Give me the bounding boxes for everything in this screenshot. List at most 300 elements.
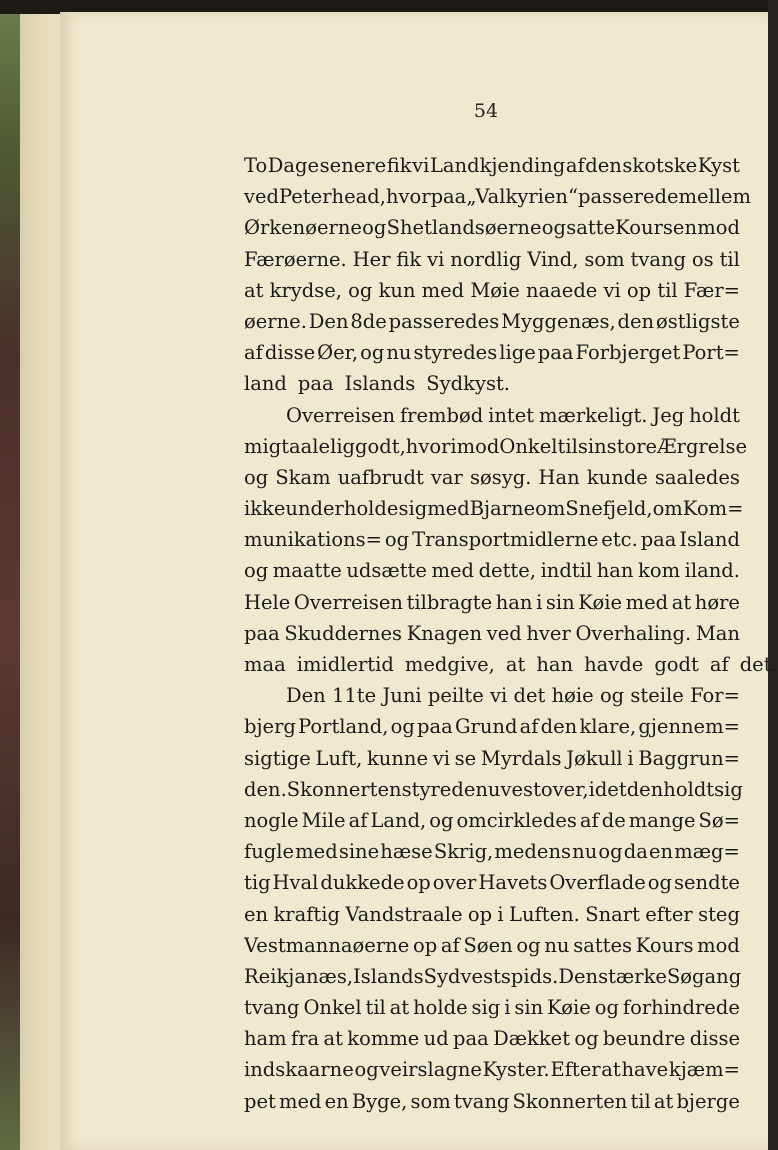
word: Søgang (666, 964, 742, 988)
word: til (365, 996, 386, 1020)
word: nu (475, 777, 501, 801)
word: Dage (267, 154, 320, 177)
word: af (440, 933, 460, 957)
word: klare, (579, 715, 637, 739)
word: tig (244, 871, 271, 895)
word: paa (453, 1027, 489, 1051)
word: steile (630, 684, 684, 708)
word: frembød (399, 403, 484, 427)
word: kjæm= (668, 1058, 740, 1082)
word: mig (244, 434, 282, 458)
word: mange (628, 808, 696, 832)
word: at (244, 278, 264, 302)
word: Myggenæs, (501, 309, 616, 333)
word: han (536, 653, 574, 676)
word: af (348, 808, 368, 832)
word: at (671, 590, 692, 614)
word: mod (697, 216, 740, 240)
word: til (719, 247, 740, 271)
word: land (244, 372, 287, 396)
word: sig (714, 777, 743, 801)
text-line (244, 306, 740, 337)
text-line (244, 181, 752, 212)
word: uafbrudt (337, 465, 424, 489)
word: fik (386, 154, 412, 177)
word: komme (347, 1027, 420, 1051)
word: hvorimod (405, 434, 500, 458)
word: Køie (578, 590, 623, 614)
word: Myrdals (480, 746, 562, 770)
word: Portland, (298, 715, 389, 739)
word: Ærgrelse (657, 434, 748, 458)
word: Vandstraale (345, 902, 463, 926)
word: og (647, 871, 673, 895)
word: Møie (470, 278, 520, 302)
word: og (384, 528, 410, 552)
word: senere (319, 154, 387, 177)
word: maatte (272, 559, 342, 583)
word: af (579, 808, 599, 832)
word: satte (566, 216, 616, 240)
word: og (348, 278, 373, 302)
word: ikke (244, 497, 286, 521)
word: Knagen (406, 621, 483, 645)
word: om (652, 497, 683, 521)
word: vi (427, 247, 445, 271)
word: Peterhead, (279, 185, 386, 209)
word: Kyst (697, 154, 740, 177)
word: munikations= (244, 528, 383, 552)
word: af (519, 715, 539, 739)
word: nu (544, 933, 570, 957)
word: Jeg (652, 403, 685, 427)
word: Port= (682, 341, 740, 365)
text-line (244, 930, 740, 961)
word: Ørkenøerne (244, 216, 362, 240)
word: om (535, 497, 566, 521)
word: øerne. (244, 309, 307, 333)
word: For= (690, 684, 740, 708)
word: Den (286, 684, 326, 708)
word: Kom= (682, 497, 744, 521)
word: passeredes (388, 309, 500, 333)
word: sig (398, 497, 428, 521)
word: med (427, 497, 470, 521)
word: Havets (478, 871, 548, 895)
word: Islands (344, 372, 416, 396)
word: ved (486, 621, 522, 645)
word: den. (244, 777, 287, 801)
word: Fær= (683, 278, 740, 302)
word: den (626, 777, 664, 801)
word: Hval (272, 871, 319, 895)
word: fik (396, 247, 422, 271)
word: paa (640, 528, 677, 552)
word: vi (412, 154, 430, 177)
word: Luft, (315, 746, 363, 770)
word: Vind, (527, 247, 579, 271)
word: Skonnerten (512, 1089, 628, 1113)
word: Island (679, 528, 740, 552)
word: iland. (684, 559, 740, 583)
word: Mile (301, 808, 346, 832)
word: Sø= (698, 808, 740, 832)
word: var (430, 465, 463, 489)
word: Land, (370, 808, 427, 832)
word: Onkel (303, 996, 362, 1020)
word: og (599, 684, 625, 708)
word: forhindrede (622, 996, 740, 1020)
word: den (617, 309, 655, 333)
word: skotske (622, 154, 698, 177)
word: etc. (601, 528, 638, 552)
word: Shetlandsøerne (386, 216, 542, 240)
word: hæse (380, 840, 433, 864)
word: og (516, 933, 541, 957)
word: underholde (285, 497, 399, 521)
word: og (244, 559, 269, 583)
word: paa (244, 621, 280, 645)
word: have (621, 1058, 669, 1082)
word: vestover, (500, 777, 589, 801)
word: nu (572, 840, 598, 864)
text-line (244, 992, 740, 1023)
text-line (244, 743, 740, 774)
word: passerede (577, 185, 679, 209)
word: sendte (673, 871, 740, 895)
word: sine (338, 840, 380, 864)
word: fra (291, 1027, 320, 1051)
text-line (244, 400, 740, 431)
word: sigtige (244, 746, 311, 770)
word: han (596, 559, 634, 583)
word: at (601, 1058, 621, 1082)
word: Skrig, (433, 840, 494, 864)
word: Snart (585, 902, 640, 926)
word: op (467, 902, 493, 926)
word: bjerg (244, 715, 296, 739)
word: Islands (353, 964, 424, 988)
word: styrede (401, 777, 476, 801)
word: kraftig (273, 902, 340, 926)
word: Efter (550, 1058, 601, 1082)
word: Her (352, 247, 391, 271)
word: søsyg. (469, 465, 532, 489)
word: 11te (331, 684, 377, 708)
word: Han (538, 465, 580, 489)
word: Koursen (615, 216, 698, 240)
book-spine (0, 14, 20, 1150)
word: dette, (478, 559, 536, 583)
word: gjennem= (638, 715, 740, 739)
word: omcirkledes (456, 808, 577, 832)
text-line (244, 836, 740, 867)
text-line (244, 1086, 740, 1117)
text-line (244, 1023, 740, 1054)
word: krydse, (269, 278, 343, 302)
word: sig (471, 996, 501, 1020)
text-line (244, 805, 740, 836)
word: se (454, 746, 477, 770)
word: vi (432, 746, 450, 770)
word: med (421, 278, 465, 302)
word: peilte (427, 684, 484, 708)
word: høre (694, 590, 740, 614)
word: kunne (366, 746, 429, 770)
word: sattes (573, 933, 633, 957)
word: imidlertid (296, 653, 394, 676)
word: ved (244, 185, 280, 209)
text-line (244, 680, 740, 711)
word: kom (638, 559, 681, 583)
word: den (540, 715, 578, 739)
word: Skonnerten (286, 777, 402, 801)
word: Man (695, 621, 740, 645)
word: vi (603, 278, 621, 302)
word: med (431, 559, 474, 583)
word: kunde (586, 465, 648, 489)
word: Luften. (509, 902, 580, 926)
word: at (653, 1089, 674, 1113)
word: mod (697, 933, 740, 957)
text-line (244, 711, 740, 742)
word: at (505, 653, 526, 676)
word: sin (577, 434, 607, 458)
word: lige (499, 341, 536, 365)
word: og (390, 715, 415, 739)
word: det (513, 684, 546, 708)
word: som (410, 1089, 451, 1113)
text-line (244, 774, 743, 805)
word: stærke (598, 964, 667, 988)
word: sin (514, 996, 544, 1020)
word: til (630, 1089, 651, 1113)
word: og (541, 216, 566, 240)
word: og (354, 1058, 379, 1082)
word: veirslagne (379, 1058, 482, 1082)
word: Bjarne (469, 497, 536, 521)
text-line (244, 150, 740, 181)
word: Jøkull (566, 746, 623, 770)
word: 8de (350, 309, 387, 333)
word: og (594, 996, 619, 1020)
word: af (565, 154, 585, 177)
word: store (606, 434, 658, 458)
word: med (278, 1089, 322, 1113)
word: Den (308, 309, 349, 333)
word: Transportmidlerne (412, 528, 599, 552)
word: fugle (244, 840, 295, 864)
word: mæg= (674, 840, 740, 864)
word: i (497, 902, 504, 926)
word: paa (537, 341, 574, 365)
word: Juni (382, 684, 422, 708)
text-line (244, 649, 778, 680)
word: Grund (454, 715, 518, 739)
word: paa (417, 715, 453, 739)
word: udsætte (346, 559, 427, 583)
word: han (495, 590, 533, 614)
word: som (584, 247, 625, 271)
word: idet (588, 777, 627, 801)
word: op (626, 278, 652, 302)
word: Overreisen (286, 403, 396, 427)
word: godt (654, 653, 699, 676)
word: Skam (275, 465, 331, 489)
word: sin (545, 590, 575, 614)
word: med (295, 840, 338, 864)
word: Dækket (493, 1027, 571, 1051)
body-text (244, 150, 778, 1117)
word: en (324, 1089, 349, 1113)
text-line (244, 462, 740, 493)
word: i (627, 746, 634, 770)
word: at (389, 996, 410, 1020)
word: og (598, 840, 623, 864)
word: nordlig (450, 247, 522, 271)
word: af (709, 653, 729, 676)
word: og (360, 341, 385, 365)
word: tvang (630, 247, 687, 271)
text-line (244, 555, 740, 586)
word: hver (526, 621, 571, 645)
word: steg (698, 902, 740, 926)
word: Snefjeld, (565, 497, 653, 521)
word: disse (689, 1027, 740, 1051)
word: af (244, 341, 263, 365)
word: paa (297, 372, 334, 396)
word: medgive, (404, 653, 495, 676)
word: op (406, 871, 431, 895)
word: indskaarne (244, 1058, 354, 1082)
word: Færøerne. (244, 247, 347, 271)
word: Køie (547, 996, 591, 1020)
word: Sydkyst. (426, 372, 510, 396)
text-line (244, 961, 740, 992)
word: en (244, 902, 269, 926)
word: de (601, 808, 626, 832)
page-number: 54 (473, 100, 499, 122)
word: mærkeligt. (539, 403, 648, 427)
word: hvorpaa (385, 185, 467, 209)
word: Landkjending (429, 154, 566, 177)
word: høie (551, 684, 594, 708)
word: med (625, 590, 669, 614)
word: Overhaling. (575, 621, 692, 645)
text-line (244, 493, 744, 524)
word: Sydvestspids. (423, 964, 559, 988)
word: holde (413, 996, 468, 1020)
word: medens (494, 840, 572, 864)
word: og (362, 216, 387, 240)
word: Den (558, 964, 599, 988)
word: nogle (244, 808, 299, 832)
text-line (244, 899, 740, 930)
word: Vestmannaøerne (244, 933, 410, 957)
word: beundre (602, 1027, 686, 1051)
word: styredes (413, 341, 498, 365)
word: Baggrun= (638, 746, 740, 770)
text-line (244, 431, 748, 462)
word: taalelig (281, 434, 356, 458)
word: intet (488, 403, 535, 427)
word: og (429, 808, 454, 832)
word: det. (739, 653, 778, 676)
word: efter (645, 902, 693, 926)
word: at (323, 1027, 343, 1051)
word: i (536, 590, 543, 614)
word: ham (244, 1027, 287, 1051)
word: tvang (453, 1089, 510, 1113)
text-line (244, 867, 740, 898)
word: „Valkyrien“ (466, 185, 578, 209)
word: Skuddernes (284, 621, 403, 645)
word: Kyster. (482, 1058, 550, 1082)
word: østligste (655, 309, 740, 333)
word: holdt (663, 777, 715, 801)
word: Søen (463, 933, 513, 957)
word: disse (264, 341, 316, 365)
word: naaede (525, 278, 598, 302)
word: holdt (689, 403, 740, 427)
word: mellem (678, 185, 752, 209)
word: nu (386, 341, 412, 365)
word: Hele (244, 590, 291, 614)
word: Byge, (351, 1089, 408, 1113)
text-line (244, 1054, 740, 1085)
word: Overreisen (293, 590, 403, 614)
word: havde (584, 653, 644, 676)
word: kun (378, 278, 416, 302)
word: en (648, 840, 674, 864)
word: i (504, 996, 511, 1020)
text-line (244, 524, 740, 555)
text-line (244, 618, 740, 649)
word: pet (244, 1089, 276, 1113)
word: til (657, 278, 678, 302)
word: saaledes (654, 465, 740, 489)
word: da (623, 840, 648, 864)
word: til (557, 434, 578, 458)
text-line (244, 275, 740, 306)
word: og (574, 1027, 599, 1051)
word: op (412, 933, 438, 957)
word: ud (423, 1027, 449, 1051)
text-line (244, 368, 740, 399)
word: Reikjanæs, (244, 964, 354, 988)
text-line (244, 337, 740, 368)
word: den (585, 154, 622, 177)
word: indtil (540, 559, 593, 583)
word: Forbjerget (575, 341, 681, 365)
word: bjerge (676, 1089, 740, 1113)
word: To (244, 154, 268, 177)
text-line (244, 212, 740, 243)
word: dukkede (320, 871, 405, 895)
word: over (432, 871, 477, 895)
word: maa (244, 653, 286, 676)
word: Øer, (317, 341, 359, 365)
word: os (691, 247, 714, 271)
word: vi (489, 684, 508, 708)
text-line (244, 244, 740, 275)
word: Kours (635, 933, 694, 957)
word: godt, (355, 434, 406, 458)
word: tvang (244, 996, 300, 1020)
word: Overflade (549, 871, 646, 895)
word: tilbragte (406, 590, 493, 614)
word: Onkel (499, 434, 558, 458)
